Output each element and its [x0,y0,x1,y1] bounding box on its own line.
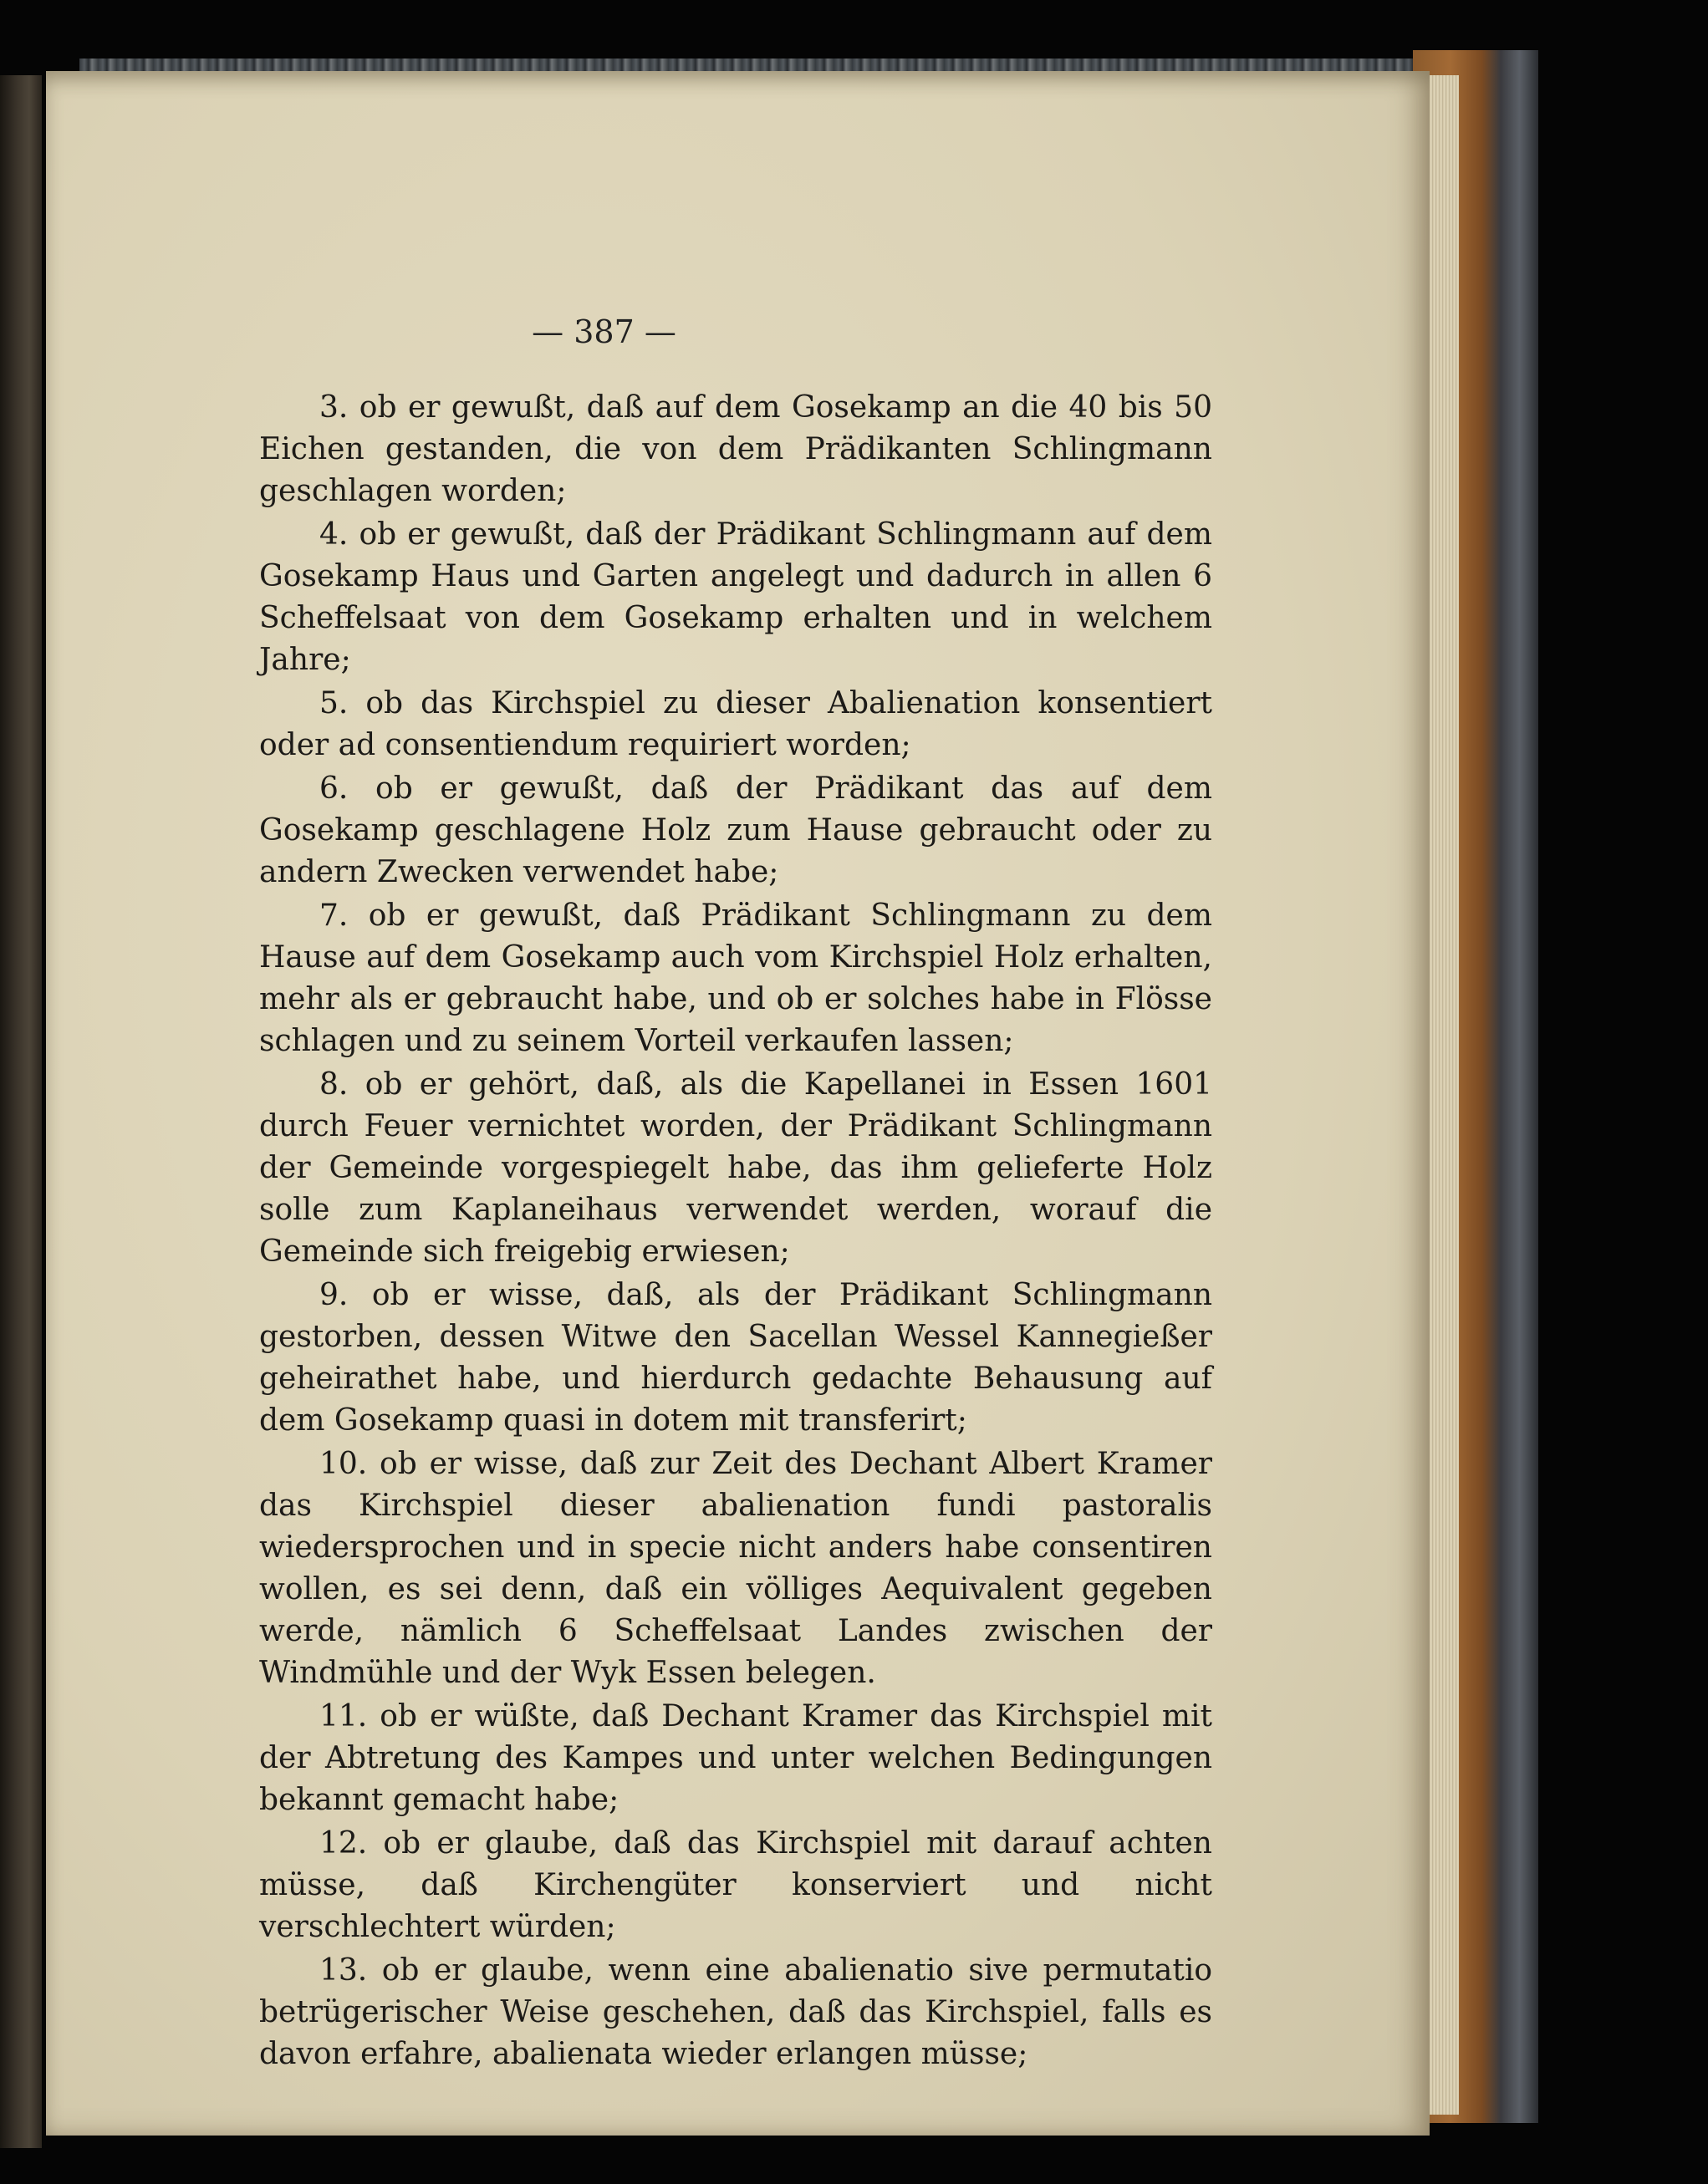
list-item: 12. ob er glaube, daß das Kirchspiel mit darauf achten müsse, daß Kirchengüter konserviert und nicht verschlechtert würden; [259,1826,1212,1944]
list-item: 13. ob er glaube, wenn eine abalienatio sive permutatio betrügerischer Weise geschehen, daß das Kirchspiel, falls es davon erfahre, abalienata wieder erlangen müsse; [259,1953,1212,2071]
book-page [46,71,1430,2136]
list-item: 3. ob er gewußt, daß auf dem Gosekamp an die 40 bis 50 Eichen gestanden, die von dem Prädikanten Schlingmann geschlagen worden; [259,390,1212,508]
list-item: 9. ob er wisse, daß, als der Prädikant Schlingmann gestorben, dessen Witwe den Sacellan Wessel Kannegießer geheirathet habe, und hierdurch gedachte Behausung auf dem Gosekamp quasi in dotem mit transferirt; [259,1278,1212,1438]
list-item: 4. ob er gewußt, daß der Prädikant Schlingmann auf dem Gosekamp Haus und Garten angelegt und dadurch in allen 6 Scheffelsaat von dem Gosekamp erhalten und in welchem Jahre; [259,517,1212,677]
list-item: 6. ob er gewußt, daß der Prädikant das auf dem Gosekamp geschlagene Holz zum Hause gebraucht oder zu andern Zwecken verwendet habe; [259,771,1212,889]
list-item: 7. ob er gewußt, daß Prädikant Schlingmann zu dem Hause auf dem Gosekamp auch vom Kirchspiel Holz erhalten, mehr als er gebraucht habe, und ob er solches habe in Flösse schlagen und zu seinem Vorteil verkaufen lassen; [259,899,1212,1058]
list-item: 8. ob er gehört, daß, als die Kapellanei in Essen 1601 durch Feuer vernichtet worden, der Prädikant Schlingmann der Gemeinde vorgespiegelt habe, das ihm gelieferte Holz solle zum Kaplaneihaus verwendet werden, worauf die Gemeinde sich freigebig erwiesen; [259,1067,1212,1269]
page-body [259,387,1212,2077]
list-item: 11. ob er wüßte, daß Dechant Kramer das Kirchspiel mit der Abtretung des Kampes und unter welchen Bedingungen bekannt gemacht habe; [259,1699,1212,1817]
list-item: 10. ob er wisse, daß zur Zeit des Dechant Albert Kramer das Kirchspiel dieser abalienation fundi pastoralis wiedersprochen und in specie nicht anders habe consentiren wollen, es sei denn, daß ein völliges Aequivalent gegeben werde, nämlich 6 Scheffelsaat Landes zwischen der Windmühle und der Wyk Essen belegen. [259,1447,1212,1690]
page-number: — 387 — [532,313,676,350]
list-item: 5. ob das Kirchspiel zu dieser Abalienation konsentiert oder ad consentiendum requiriert worden; [259,686,1212,762]
book-binding-left [0,75,42,2148]
